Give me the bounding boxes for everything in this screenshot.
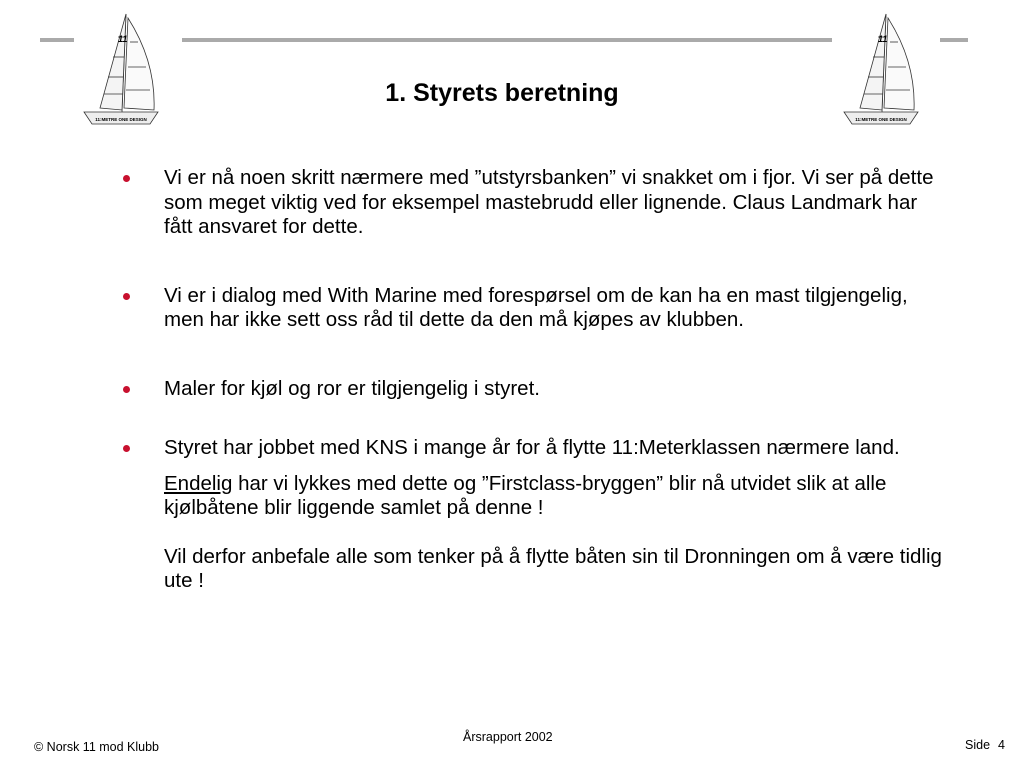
subparagraph-text: har vi lykkes med dette og ”Firstclass-bryggen” blir nå utvidet slik at alle kjølbåtene blir liggende samlet på denne ! bbox=[164, 471, 887, 519]
bullet-dot-icon bbox=[123, 445, 130, 452]
page-label: Side bbox=[965, 738, 991, 752]
underlined-word: Endelig bbox=[164, 471, 233, 495]
bullet-text: Styret har jobbet med KNS i mange år for å flytte 11:Meterklassen nærmere land. bbox=[164, 436, 900, 459]
logo-sail-mark: 11 bbox=[118, 34, 128, 44]
header-dotted-line-right bbox=[940, 38, 968, 42]
bullet-item-utstyrsbanken bbox=[164, 166, 944, 240]
logo-caption: 11:METRE ONE DESIGN bbox=[95, 117, 147, 122]
bullet-dot-icon bbox=[123, 386, 130, 393]
footer-copyright: © Norsk 11 mod Klubb bbox=[34, 740, 160, 754]
subparagraph-text: Vil derfor anbefale alle som tenker på å flytte båten sin til Dronningen om å være tidlig ute ! bbox=[164, 544, 942, 592]
bullet-text: Vi er nå noen skritt nærmere med ”utstyrsbanken” vi snakket om i fjor. Vi ser på dette som meget viktig ved for eksempel mastebrudd eller lignende. Claus Landmark har fått ansvaret for dette. bbox=[164, 166, 934, 238]
bullet-item-with-marine bbox=[164, 284, 944, 333]
bullet-list bbox=[164, 166, 944, 594]
bullet-subparagraph-endelig bbox=[164, 472, 944, 521]
bullet-dot-icon bbox=[123, 293, 130, 300]
logo-sail-mark: 11 bbox=[878, 34, 888, 44]
bullet-text: Vi er i dialog med With Marine med forespørsel om de kan ha en mast tilgjengelig, men har ikke sett oss råd til dette da den må kjøpes av klubben. bbox=[164, 283, 908, 331]
sailboat-logo-right bbox=[838, 12, 924, 128]
page-number: 4 bbox=[998, 738, 1005, 752]
header-dotted-line-center bbox=[182, 38, 832, 42]
sailboat-logo-left bbox=[78, 12, 164, 128]
bullet-dot-icon bbox=[123, 175, 130, 182]
bullet-item-maler bbox=[164, 377, 944, 402]
bullet-item-kns bbox=[164, 436, 944, 461]
bullet-subparagraph-recommendation bbox=[164, 545, 944, 594]
logo-caption: 11:METRE ONE DESIGN bbox=[855, 117, 907, 122]
slide-title: 1. Styrets beretning bbox=[385, 79, 619, 107]
footer-page-indicator bbox=[965, 738, 1005, 752]
footer-report-title: Årsrapport 2002 bbox=[463, 730, 553, 744]
header-dotted-line-left bbox=[40, 38, 74, 42]
bullet-text: Maler for kjøl og ror er tilgjengelig i styret. bbox=[164, 376, 540, 400]
